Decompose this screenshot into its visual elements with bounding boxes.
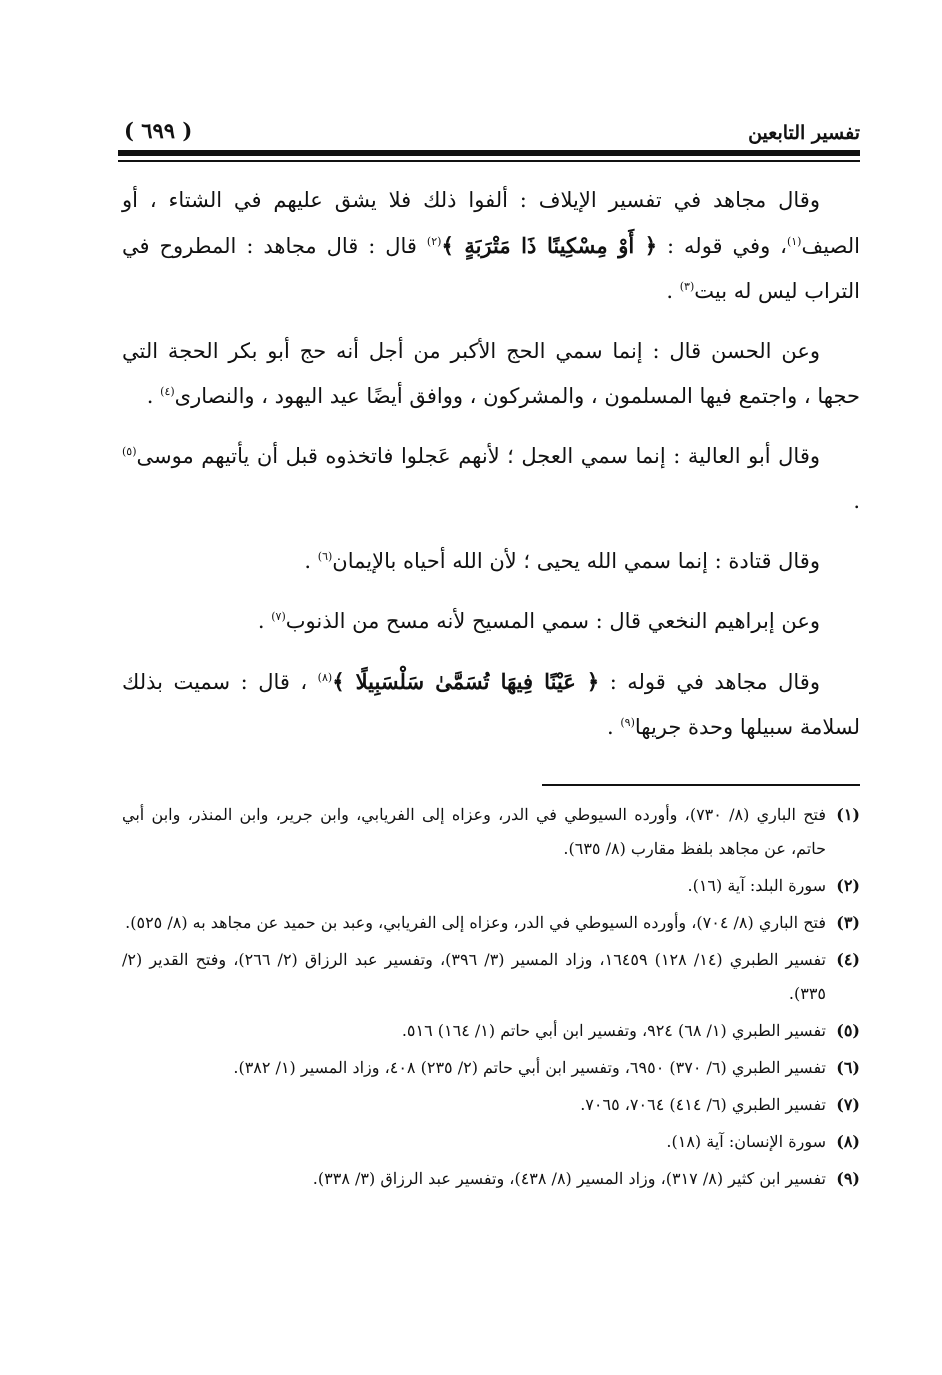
footnote <box>122 869 860 903</box>
paragraph-p6 <box>122 659 860 750</box>
paragraph-p2 <box>122 329 860 419</box>
header-rule-thick <box>118 150 860 156</box>
paragraph-p1 <box>122 178 860 314</box>
paragraph-text: وقال مجاهد في قوله : <box>599 670 820 694</box>
footnote-text: تفسير الطبري (٦/ ٣٧٠) ٦٩٥٠، وتفسير ابن أبي حاتم (٢/ ٢٣٥) ٤٠٨، وزاد المسير (١/ ٣٨٢). <box>233 1058 826 1077</box>
main-text <box>122 178 860 765</box>
quran-verse: ﴿ عَيْنًا فِيهَا تُسَمَّىٰ سَلْسَبِيلًا ﴾ <box>332 669 600 694</box>
footnote-number: (٩) <box>836 1169 860 1188</box>
quran-verse: ﴿ أَوْ مِسْكِينًا ذَا مَتْرَبَةٍ ﴾ <box>441 233 658 258</box>
paragraph-text: ، وفي قوله : <box>657 234 787 258</box>
footnote-text: سورة الإنسان: آية (١٨). <box>666 1132 826 1151</box>
paragraph-p3 <box>122 434 860 524</box>
footnote-reference: (١) <box>786 235 802 248</box>
footnote-reference: (٧) <box>271 610 286 623</box>
paragraph-text: وقال مجاهد في تفسير الإيلاف : ألفوا ذلك فلا يشق عليهم في الشتاء ، أو الصيف <box>122 188 860 258</box>
paragraph-text: وقال قتادة : إنما سمي الله يحيى ؛ لأن الله أحياه بالإيمان <box>332 549 820 573</box>
footnote-number: (٥) <box>836 1021 860 1040</box>
paragraph-text: . <box>304 549 318 573</box>
paragraph-p5 <box>122 599 860 644</box>
footnote-number: (٣) <box>836 913 860 932</box>
paragraph-text: . <box>257 609 272 633</box>
footnote-text: فتح الباري (٨/ ٧٣٠)، وأورده السيوطي في الدر، وعزاه إلى الفريابي، وابن جرير، وابن المنذر، وابن أبي حاتم، عن مجاهد بلفظ مقارب (٨/ ٦٣٥). <box>122 805 826 858</box>
footnote-text: تفسير الطبري (٦/ ٤١٤) ٧٠٦٤، ٧٠٦٥. <box>580 1095 826 1114</box>
paragraph-text: . <box>606 715 621 739</box>
footnote <box>122 1014 860 1048</box>
footnote-text: تفسير الطبري (١٤/ ١٢٨) ١٦٤٥٩، وزاد المسير (٣/ ٣٩٦)، وتفسير عبد الرزاق (٢/ ٢٦٦)، وفتح القدير (٢/ ٣٣٥). <box>122 950 827 1003</box>
footnotes <box>122 798 860 1199</box>
footnote <box>122 1051 860 1085</box>
paragraph-text: وقال أبو العالية : إنما سمي العجل ؛ لأنهم عَجلوا فاتخذوه قبل أن يأتيهم موسى <box>136 444 820 468</box>
paragraph-text: . <box>666 279 680 303</box>
footnote-number: (٤) <box>836 950 860 969</box>
page-number: ( ٦٩٩ ) <box>124 118 193 143</box>
page-header <box>118 118 860 148</box>
paragraph-text: . <box>146 384 161 408</box>
footnote-reference: (٩) <box>620 716 635 729</box>
footnote-text: تفسير ابن كثير (٨/ ٣١٧)، وزاد المسير (٨/ ٤٣٨)، وتفسير عبد الرزاق (٣/ ٣٣٨). <box>312 1169 826 1188</box>
footnote-reference: (٢) <box>426 235 442 248</box>
footnote <box>122 1088 860 1122</box>
footnote-reference: (٤) <box>160 385 175 398</box>
footnote-text: سورة البلد: آية (١٦). <box>687 876 826 895</box>
footnote-separator <box>542 784 860 786</box>
footnote <box>122 1162 860 1196</box>
footnote-number: (١) <box>836 805 860 824</box>
paragraph-text: وعن الحسن قال : إنما سمي الحج الأكبر من أجل أنه حج أبو بكر الحجة التي حجها ، واجتمع فيها المسلمون ، والمشركون ، ووافق أيضًا عيد اليهود ، والنصارى <box>122 339 860 408</box>
running-title: تفسير التابعين <box>748 122 860 144</box>
paragraph-p4 <box>122 539 860 584</box>
footnote-text: فتح الباري (٨/ ٧٠٤)، وأورده السيوطي في الدر، وعزاه إلى الفريابي، وعبد بن حميد عن مجاهد به (٨/ ٥٢٥). <box>125 913 826 932</box>
header-rule-thin <box>118 160 860 162</box>
footnote-reference: (٣) <box>679 280 695 293</box>
footnote-number: (٨) <box>836 1132 860 1151</box>
footnote <box>122 906 860 940</box>
footnote-number: (٢) <box>836 876 860 895</box>
paragraph-text: . <box>853 489 860 513</box>
footnote-text: تفسير الطبري (١/ ٦٨) ٩٢٤، وتفسير ابن أبي حاتم (١/ ١٦٤) ٥١٦. <box>401 1021 826 1040</box>
footnote-number: (٧) <box>836 1095 860 1114</box>
footnote-reference: (٨) <box>317 671 333 684</box>
footnote-number: (٦) <box>836 1058 860 1077</box>
paragraph-text: ، قال : سميت بذلك لسلامة سبيلها وحدة جريها <box>122 670 860 739</box>
paragraph-text: وعن إبراهيم النخعي قال : سمي المسيح لأنه مسح من الذنوب <box>285 609 820 633</box>
footnote <box>122 943 860 1011</box>
footnote <box>122 1125 860 1159</box>
footnote-reference: (٥) <box>122 445 137 458</box>
footnote-reference: (٦) <box>317 550 333 563</box>
paragraph-text: قال : قال مجاهد : المطروح في التراب ليس له بيت <box>122 234 860 303</box>
footnote <box>122 798 860 866</box>
